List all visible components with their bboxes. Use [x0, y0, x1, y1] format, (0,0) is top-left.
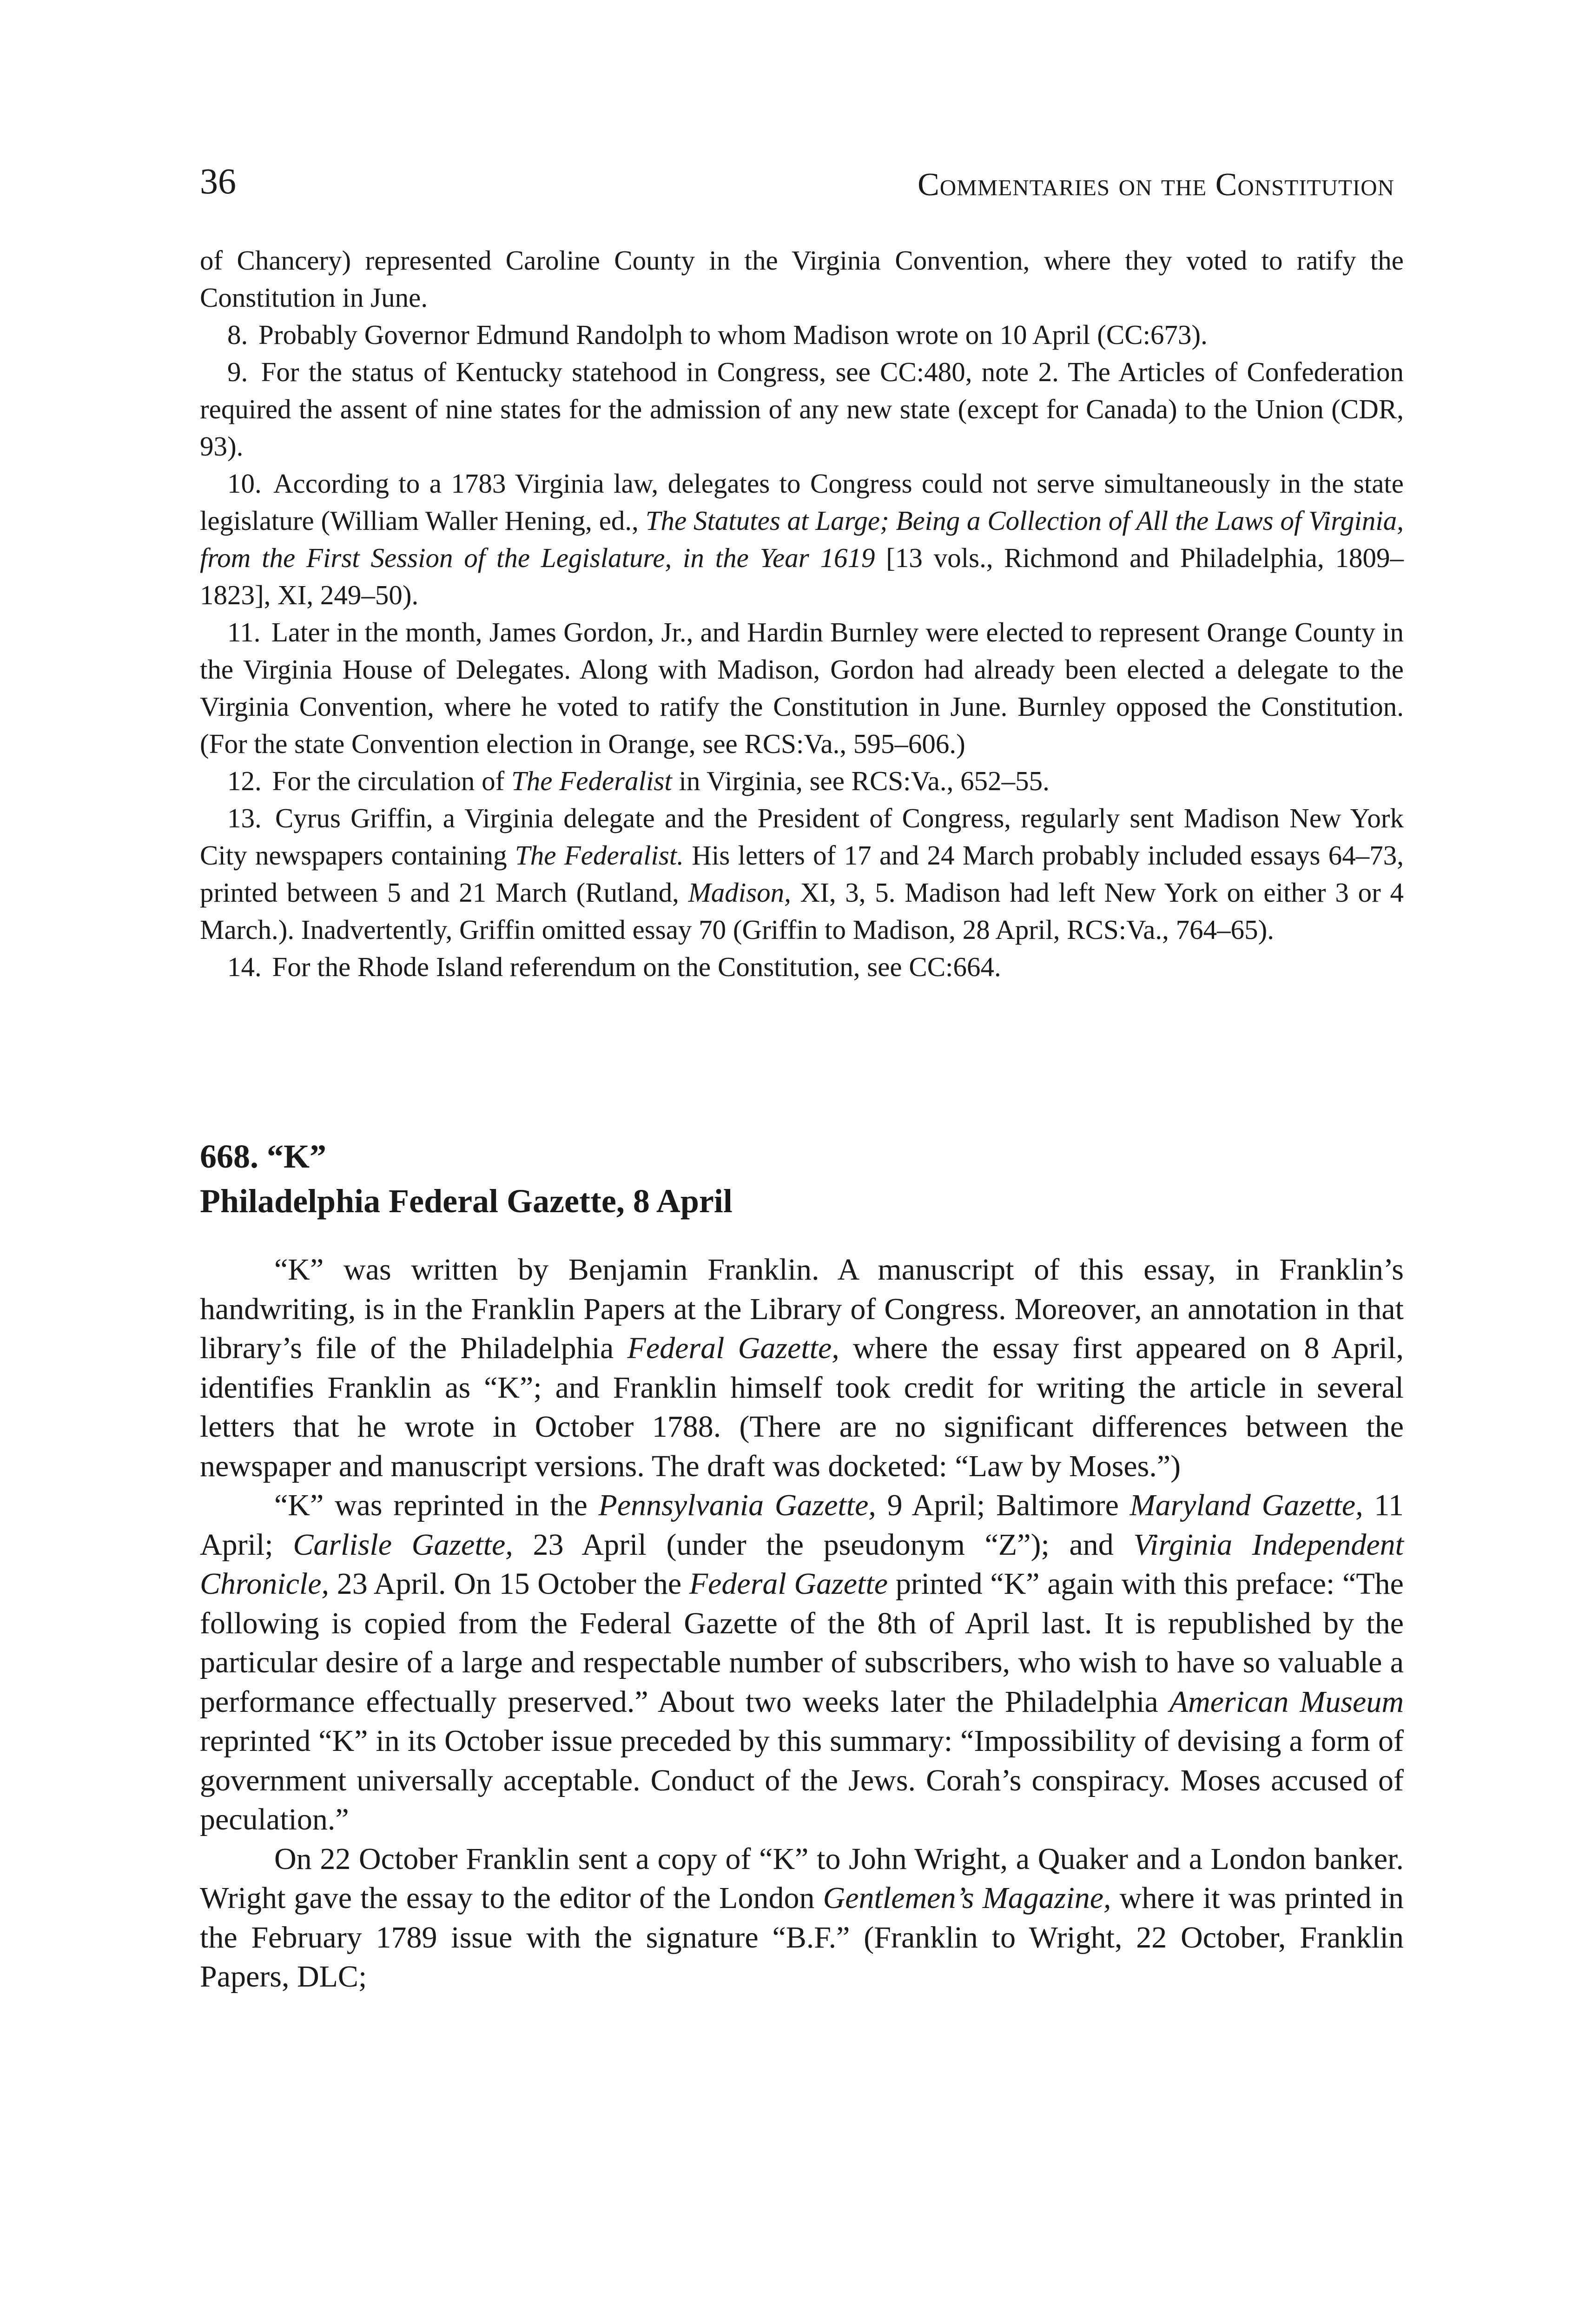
newspaper-title: Maryland Gazette, — [1129, 1488, 1363, 1522]
cited-title: The Statutes at Large; Being a Collection of All the Laws of Virginia, from the First Session of the Legislature, in the Year 1619 — [200, 505, 1404, 573]
headnote-paragraph-3: On 22 October Franklin sent a copy of “K” to John Wright, a Quaker and a London banker. Wright gave the essay to the editor of the London Gentlemen’s Magazine, where it was printed in the February 1789 issue with the signature “B.F.” (Franklin to Wright, 22 October, Franklin Papers, DLC; — [200, 1842, 1404, 1994]
note-number: 9. — [227, 357, 248, 387]
newspaper-title: Federal Gazette — [689, 1567, 888, 1601]
note-number: 11. — [227, 617, 261, 647]
note-number: 14. — [227, 951, 262, 982]
note-8: 8. Probably Governor Edmund Randolph to whom Madison wrote on 10 April (CC:673). — [227, 319, 1208, 350]
newspaper-title: Virginia Independent Chronicle, — [200, 1527, 1404, 1601]
cited-title: The Federalist. — [515, 840, 684, 871]
note-number: 12. — [227, 766, 262, 796]
note-11: 11. Later in the month, James Gordon, Jr., and Hardin Burnley were elected to represent Orange County in the Virginia House of Delegates. Along with Madison, Gordon had already been elected a delegate to the Virginia Convention, where he voted to ratify the Constitution in June. Burnley opposed the Constitution. (For the state Convention election in Orange, see RCS:Va., 595–606.) — [200, 617, 1404, 759]
note-12: 12. For the circulation of The Federalist in Virginia, see RCS:Va., 652–55. — [227, 766, 1050, 796]
headnote-paragraph-1: “K” was written by Benjamin Franklin. A manuscript of this essay, in Franklin’s handwriting, is in the Franklin Papers at the Library of Congress. Moreover, an annotation in that library’s file of the Philadelphia Federal Gazette, where the essay first appeared on 8 April, identifies Franklin as “K”; and Franklin himself took credit for writing the article in several letters that he wrote in October 1788. (There are no significant differences between the newspaper and manuscript versions. The draft was docketed: “Law by Moses.”) — [200, 1253, 1404, 1483]
note-13: 13. Cyrus Griffin, a Virginia delegate and the President of Congress, regularly sent Madison New York City newspapers containing The Federalist. His letters of 17 and 24 March probably included essays 64–73, printed between 5 and 21 March (Rutland, Madison, XI, 3, 5. Madison had left New York on either 3 or 4 March.). Inadvertently, Griffin omitted essay 70 (Griffin to Madison, 28 April, RCS:Va., 764–65). — [200, 803, 1404, 945]
newspaper-title: Pennsylvania Gazette, — [598, 1488, 876, 1522]
newspaper-title: Carlisle Gazette, — [293, 1527, 513, 1562]
note-number: 13. — [227, 803, 262, 833]
document-title: Philadelphia Federal Gazette, 8 April — [200, 1182, 733, 1220]
newspaper-title: Gentlemen’s Magazine, — [823, 1881, 1111, 1915]
running-title: Commentaries on the Constitution — [918, 167, 1394, 203]
endnotes — [200, 242, 1404, 985]
note-10: 10. According to a 1783 Virginia law, delegates to Congress could not serve simultaneously in the state legislature (William Waller Hening, ed., The Statutes at Large; Being a Collection of All the Laws of Virginia, from the First Session of the Legislature, in the Year 1619 [13 vols., Richmond and Philadelphia, 1809–1823], XI, 249–50). — [200, 468, 1404, 610]
newspaper-title: American Museum — [1169, 1684, 1404, 1719]
headnote — [200, 1250, 1404, 1997]
note-9: 9. For the status of Kentucky statehood in Congress, see CC:480, note 2. The Articles of Confederation required the assent of nine states for the admission of any new state (except for Canada) to the Union (CDR, 93). — [200, 357, 1404, 462]
note-7-continued: of Chancery) represented Caroline County in the Virginia Convention, where they voted to ratify the Constitution in June. — [200, 245, 1404, 313]
document-number: 668. “K” — [200, 1138, 327, 1175]
note-number: 10. — [227, 468, 262, 499]
cited-title: The Federalist — [511, 766, 672, 796]
document-heading — [200, 1134, 1404, 1223]
note-number: 8. — [227, 319, 248, 350]
note-14: 14. For the Rhode Island referendum on the Constitution, see CC:664. — [227, 951, 1001, 982]
page-number: 36 — [200, 161, 236, 201]
running-head — [200, 158, 1394, 209]
newspaper-title: Federal Gazette, — [627, 1331, 839, 1365]
cited-title: Madison, — [688, 877, 791, 908]
headnote-paragraph-2: “K” was reprinted in the Pennsylvania Gazette, 9 April; Baltimore Maryland Gazette, 11 April; Carlisle Gazette, 23 April (under the pseudonym “Z”); and Virginia Independent Chronicle, 23 April. On 15 October the Federal Gazette printed “K” again with this preface: “The following is copied from the Federal Gazette of the 8th of April last. It is republished by the particular desire of a large and respectable number of subscribers, who wish to have so valuable a performance effectually preserved.” About two weeks later the Philadelphia American Museum reprinted “K” in its October issue preceded by this summary: “Impossibility of devising a form of government universally acceptable. Conduct of the Jews. Corah’s conspiracy. Moses accused of peculation.” — [200, 1488, 1404, 1836]
